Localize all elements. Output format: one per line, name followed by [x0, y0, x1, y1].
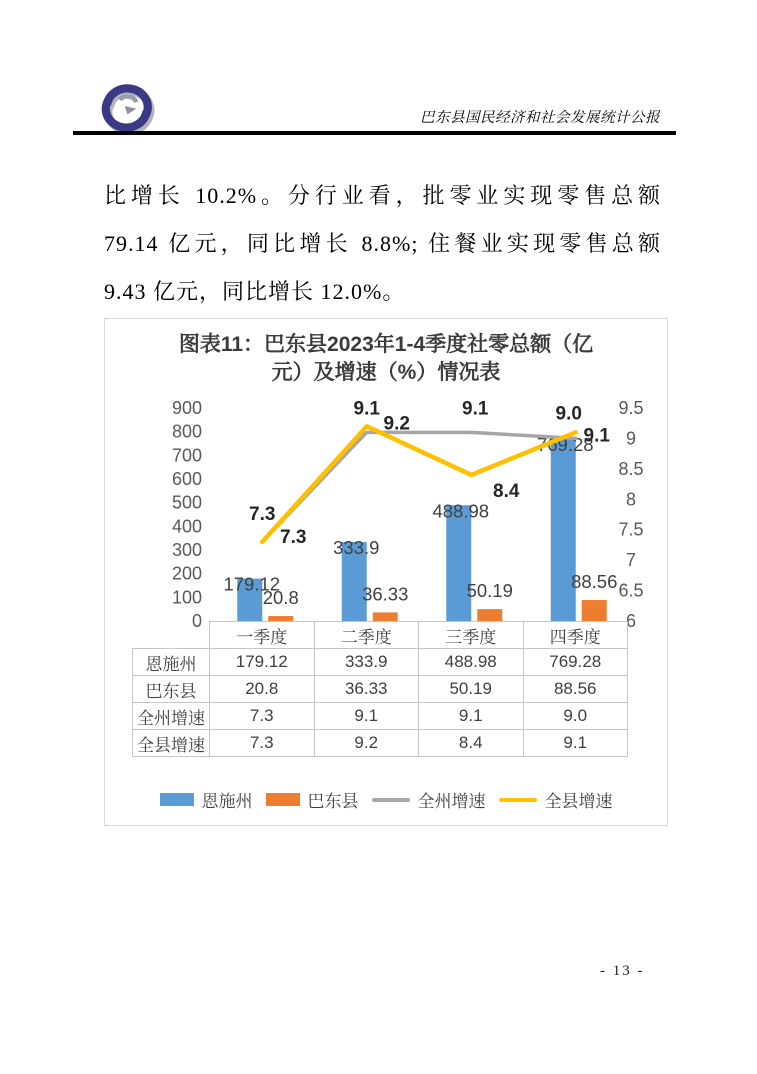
bar: [446, 505, 471, 621]
line-value-label: 9.1: [353, 398, 380, 420]
right-axis-tick-label: 7: [625, 550, 637, 571]
table-header-cell: 三季度: [419, 622, 524, 649]
legend-line-swatch: [372, 798, 410, 802]
line-value-label: 9.0: [555, 403, 582, 425]
bar-value-label: 20.8: [262, 587, 299, 609]
table-cell: 333.9: [314, 649, 419, 676]
table-cell: 88.56: [523, 676, 628, 703]
left-axis-tick-label: 0: [191, 611, 202, 629]
bar-value-label: 88.56: [571, 571, 618, 593]
table-cell: 36.33: [314, 676, 419, 703]
chart-title: [105, 331, 667, 387]
line-value-label: 9.1: [462, 398, 489, 420]
legend-label: 恩施州: [201, 792, 253, 811]
line-value-label: 9.1: [583, 425, 610, 447]
paragraph-line-2: 79.14 亿元，同比增长 8.8%; 住餐业实现零售总额: [104, 231, 661, 256]
table-header-cell: 二季度: [314, 622, 419, 649]
table-cell: 9.0: [523, 703, 628, 730]
table-cell: 8.4: [419, 730, 524, 757]
right-axis-tick-label: 6.5: [618, 580, 644, 601]
page-number: - 13 -: [600, 963, 645, 979]
bar-value-label: 769.28: [536, 433, 594, 455]
bar-value-label: 50.19: [466, 580, 513, 602]
chart-legend: [105, 787, 667, 812]
bar: [551, 439, 576, 621]
line-value-label: 7.3: [280, 526, 307, 548]
table-cell: 50.19: [419, 676, 524, 703]
table-header-row: [133, 622, 628, 649]
left-axis-tick-label: 100: [171, 587, 202, 608]
bar: [373, 612, 398, 621]
table-cell: 9.1: [523, 730, 628, 757]
left-axis-tick-label: 400: [171, 516, 202, 537]
chart-title-line-1: 图表11：巴东县2023年1-4季度社零总额（亿: [178, 333, 594, 356]
left-axis-tick-label: 300: [171, 540, 202, 560]
table-cell: 9.1: [314, 703, 419, 730]
table-cell: 7.3: [210, 703, 315, 730]
table-stub-cell: [133, 622, 210, 649]
legend-item: [160, 787, 253, 812]
right-axis-tick-label: 7.5: [618, 519, 644, 540]
paragraph-line-1: 比增长 10.2%。分行业看，批零业实现零售总额: [104, 183, 661, 208]
legend-line-swatch: [499, 798, 537, 802]
line-value-label: 9.2: [383, 413, 410, 435]
header-title: 巴东县国民经济和社会发展统计公报: [420, 110, 660, 126]
line-value-label: 8.4: [493, 480, 520, 502]
table-cell: 769.28: [523, 649, 628, 676]
right-axis-tick-label: 8: [625, 489, 637, 510]
table-cell: 9.1: [419, 703, 524, 730]
paragraph-line-3: 9.43 亿元，同比增长 12.0%。: [104, 279, 406, 304]
table-row-label: 恩施州: [133, 649, 210, 676]
trend-line: [262, 426, 576, 542]
legend-label: 全州增速: [417, 792, 486, 811]
left-axis-tick-label: 800: [171, 421, 202, 442]
chart-plot: [105, 389, 667, 629]
left-axis-tick-label: 200: [171, 563, 202, 584]
right-axis-tick-label: 8.5: [618, 458, 644, 479]
right-axis-tick-label: 9.5: [618, 398, 644, 418]
left-axis-tick-label: 500: [171, 492, 202, 513]
table-row: [133, 649, 628, 676]
legend-item: [372, 787, 486, 812]
line-value-label: 7.3: [249, 503, 276, 525]
chart-data-table: [132, 621, 628, 757]
table-header-cell: 一季度: [210, 622, 315, 649]
left-axis-tick-label: 700: [171, 445, 202, 466]
bar-value-label: 333.9: [333, 536, 380, 558]
table-row-label: 全县增速: [133, 730, 210, 757]
table-cell: 7.3: [210, 730, 315, 757]
legend-label: 巴东县: [307, 792, 359, 811]
bar: [582, 600, 607, 621]
right-axis-tick-label: 9: [625, 428, 637, 449]
bar-value-label: 179.12: [223, 573, 281, 595]
left-axis-tick-label: 900: [171, 398, 202, 418]
table-row: [133, 703, 628, 730]
table-cell: 20.8: [210, 676, 315, 703]
table-row-label: 全州增速: [133, 703, 210, 730]
left-axis-tick-label: 600: [171, 469, 202, 489]
table-cell: 9.2: [314, 730, 419, 757]
bar-value-label: 488.98: [432, 500, 490, 522]
table-row: [133, 730, 628, 757]
legend-item: [266, 787, 359, 812]
legend-bar-swatch: [266, 793, 300, 806]
legend-bar-swatch: [160, 793, 194, 806]
table-row-label: 巴东县: [133, 676, 210, 703]
table-cell: 179.12: [210, 649, 315, 676]
legend-item: [499, 787, 613, 812]
bar: [477, 609, 502, 621]
bureau-logo: [98, 79, 162, 137]
right-axis-tick-label: 6: [625, 611, 637, 629]
chart-figure: [104, 318, 668, 826]
body-paragraph: [104, 172, 661, 316]
chart-title-line-2: 元）及增速（%）情况表: [271, 361, 501, 384]
table-cell: 488.98: [419, 649, 524, 676]
bar-value-label: 36.33: [362, 583, 409, 605]
header-rule: [73, 131, 676, 135]
table-header-cell: 四季度: [523, 622, 628, 649]
legend-label: 全县增速: [544, 792, 613, 811]
table-row: [133, 676, 628, 703]
